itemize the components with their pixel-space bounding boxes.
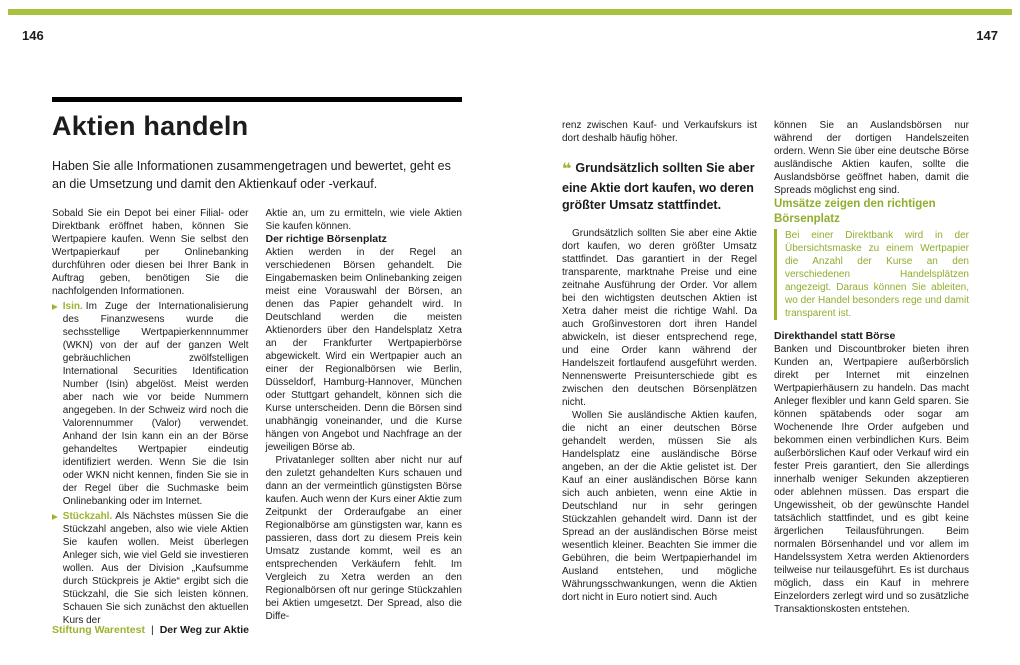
pull-quote-text: Grundsätzlich sollten Sie aber eine Aktie dort kaufen, wo deren größter Umsatz stattfindet. bbox=[562, 161, 755, 213]
footer-brand: Stiftung Warentest bbox=[52, 624, 145, 636]
bullet-text bbox=[63, 300, 249, 508]
footer-section: Der Weg zur Aktie bbox=[159, 624, 249, 636]
paragraph: Aktien werden in der Regel an verschiedenen Börsen gehandelt. Die Eingabemasken beim Onlinebanking zeigen meist eine Vorauswahl der Börsen, an denen das Papier gehandelt wird. In Deutschland werden die meisten Aktienorders über den Handelsplatz Xetra an der Frankfurter Wertpapierbörse abgewickelt. Wird ein Wertpapier auch an einer der Regionalbörsen wie Berlin, Düsseldorf, Hamburg-Hannover, München oder Stuttgart gehandelt, können sich die Kurse unterscheiden. Denn die Börsen sind unabhängig voneinander, und die Kurse hängen von Angebot und Nachfrage an der jeweiligen Börse ab. bbox=[265, 247, 462, 454]
footer bbox=[52, 624, 249, 636]
page-number-left: 146 bbox=[22, 28, 44, 43]
body-column-4 bbox=[774, 119, 969, 616]
page-number-right: 147 bbox=[976, 28, 998, 43]
paragraph: Wollen Sie ausländische Aktien kaufen, die nicht an einer deutschen Börse gehandelt werden, müssen Sie als Handelsplatz eine ausländische Börse angeben, an der die Aktie gelistet ist. Der Kauf an einer ausländischen Börse kann sich auch anbieten, wenn eine Aktie in Deutschland nur in sehr geringen Stückzahlen gehandelt wird. Dann ist der Spread an der ausländischen Börse meist wesentlich kleiner. Beachten Sie immer die Gebühren, die beim Wertpapierhandel im Ausland entstehen, und mögliche Währungsschwankungen, wenn die Aktien dort nicht in Euro notiert sind. Auch bbox=[562, 409, 757, 603]
pull-quote bbox=[562, 158, 757, 215]
quote-icon: ❝ bbox=[562, 159, 572, 178]
paragraph: können Sie an Auslandsbörsen nur während der dortigen Handelszeiten ordern. Wenn Sie über eine deutsche Börse ausländische Aktien kaufen, sollte die Auslandsbörse geöffnet haben, damit die Spreads möglichst eng sind. bbox=[774, 120, 969, 196]
bullet-item-isin bbox=[52, 300, 249, 508]
bullet-body: Als Nächstes müssen Sie die Stückzahl angeben, also wie viele Aktien Sie kaufen wollen. Meist überlegen Anleger sich, wie viel Geld sie investieren wollen. Aus der Division „Kaufsumme durch Stückpreis je Aktie“ ergibt sich die Stückzahl, die Sie sich leisten können. Schauen Sie sich zunächst den aktuellen Kurs der bbox=[62, 511, 249, 627]
section-heading: Direkthandel statt Börse bbox=[774, 329, 896, 342]
paragraph: Banken und Discountbroker bieten ihren Kunden an, Wertpapiere außerbörslich direkt per Internet mit einzelnen Wertpapierhäusern zu handeln. Das macht Anleger flexibler und kann Geld sparen. Sie können spätabends oder sogar am Wochenende Ihre Order aufgeben und bekommen einen verbindlichen Kurs. Beim außerbörslichen Kauf oder Verkauf wird ein fester Preis garantiert, den Sie allerdings innerhalb weniger Sekunden akzeptieren oder ablehnen müssen. Das erspart die Ungewissheit, ob der gewünschte Handel tatsächlich stattfindet, und es gibt keine ärgerlichen Teilausführungen. Beim normalen Börsenhandel und vor allem im Handelssystem Xetra werden Aktienorders teilweise nur teilausgeführt. Es ist durchaus möglich, dass ein Kauf in mehrere Einzelorders zerlegt wird und so zusätzliche Transaktionskosten entstehen. bbox=[774, 343, 969, 615]
arrow-bullet-icon: ▶ bbox=[52, 302, 58, 312]
paragraph: Sobald Sie ein Depot bei einer Filial- oder Direktbank eröffnet haben, können Sie Wertpapiere kaufen. Wenn Sie selbst den Wertpapierkauf per Onlinebanking durchführen oder diesen bei Ihrer Bank in Auftrag geben, benötigen Sie die nachfolgenden Informationen. bbox=[52, 208, 249, 298]
green-note-box: Bei einer Direktbank wird in der Übersichtsmaske zu einem Wertpapier die Anzahl der Kurse an den verschiedenen Handelsplätzen angezeigt. Daraus können Sie ableiten, wo der Handel besonders rege und damit transparent ist. bbox=[774, 229, 969, 320]
body-column-3 bbox=[562, 119, 757, 616]
book-page-right bbox=[562, 119, 969, 616]
footer-divider: | bbox=[150, 624, 154, 636]
left-page-columns bbox=[52, 207, 462, 627]
body-column-2 bbox=[266, 207, 463, 627]
top-accent-bar bbox=[8, 9, 1012, 15]
title-rule bbox=[52, 97, 462, 102]
arrow-bullet-icon: ▶ bbox=[52, 512, 58, 522]
bullet-term: Isin. bbox=[62, 301, 83, 313]
book-page-left bbox=[52, 97, 462, 627]
paragraph: Privatanleger sollten aber nicht nur auf den zuletzt gehandelten Kurs schauen und dann an der vermeintlich günstigsten Börse kaufen. Auch wenn der Kurs einer Aktie zum Zeitpunkt der Orderaufgabe an einer Regionalbörse am günstigsten war, kann es passieren, dass dort zu diesem Preis kein Umsatz zustande kommt, weil es an entsprechenden Verkäufern fehlt. Im Vergleich zu Xetra werden an den Regionalbörsen oft nur geringe Stückzahlen bei Aktien umgesetzt. Der Spread, also die Diffe- bbox=[265, 455, 462, 623]
paragraph: Grundsätzlich sollten Sie aber eine Aktie dort kaufen, wo deren größter Umsatz stattfindet. Das garantiert in der Regel transparente, marktnahe Preise und eine zeitnahe Ausführung der Order. Vor allem bei den wichtigsten deutschen Aktien ist Xetra daher meist die richtige Wahl. Da auch Großinvestoren dort ihren Handel abwickeln, ist dieser entsprechend rege, und eine Order kann während der Handelszeit fortlaufend ausgeführt werden. Nennenswerte Preisunterschiede gibt es zwischen den deutschen Börsenplätzen nicht. bbox=[562, 227, 757, 408]
bullet-item-stueckzahl bbox=[52, 510, 249, 627]
bullet-body: Im Zuge der Internationalisierung des Finanzwesens wurde die sechsstellige Wertpapierkennnummer (WKN) von der auf der ganzen Welt gebräuchlichen zwölfstelligen International Securities Identification Number (Isin) abgelöst. Meist werden aber nach wie vor beide Nummern angegeben. In der Schweiz wird noch die Valorennummer (Valor) verwendet. Anhand der Isin kann ein an der Börse gehandeltes Wertpapier eindeutig identifiziert werden. Wenn Sie die Isin oder WKN nicht kennen, finden Sie sie in der Regel über die Suchmaske beim Onlinebanking oder im Internet. bbox=[62, 301, 249, 508]
paragraph: Aktie an, um zu ermitteln, wie viele Aktien Sie kaufen können. bbox=[265, 208, 462, 233]
article-title: Aktien handeln bbox=[52, 111, 249, 141]
body-column-1 bbox=[52, 207, 249, 627]
green-note-heading: Umsätze zeigen den richtigen Börsenplatz bbox=[774, 198, 936, 225]
bullet-term: Stückzahl. bbox=[62, 511, 113, 523]
right-page-columns bbox=[562, 119, 969, 616]
section-heading: Der richtige Börsenplatz bbox=[265, 233, 387, 246]
bullet-text bbox=[63, 510, 249, 627]
intro-paragraph: Haben Sie alle Informationen zusammengetragen und bewertet, geht es an die Umsetzung und damit den Aktienkauf oder -verkauf. bbox=[52, 159, 451, 192]
paragraph: renz zwischen Kauf- und Verkaufskurs ist dort deshalb häufig höher. bbox=[562, 120, 757, 144]
